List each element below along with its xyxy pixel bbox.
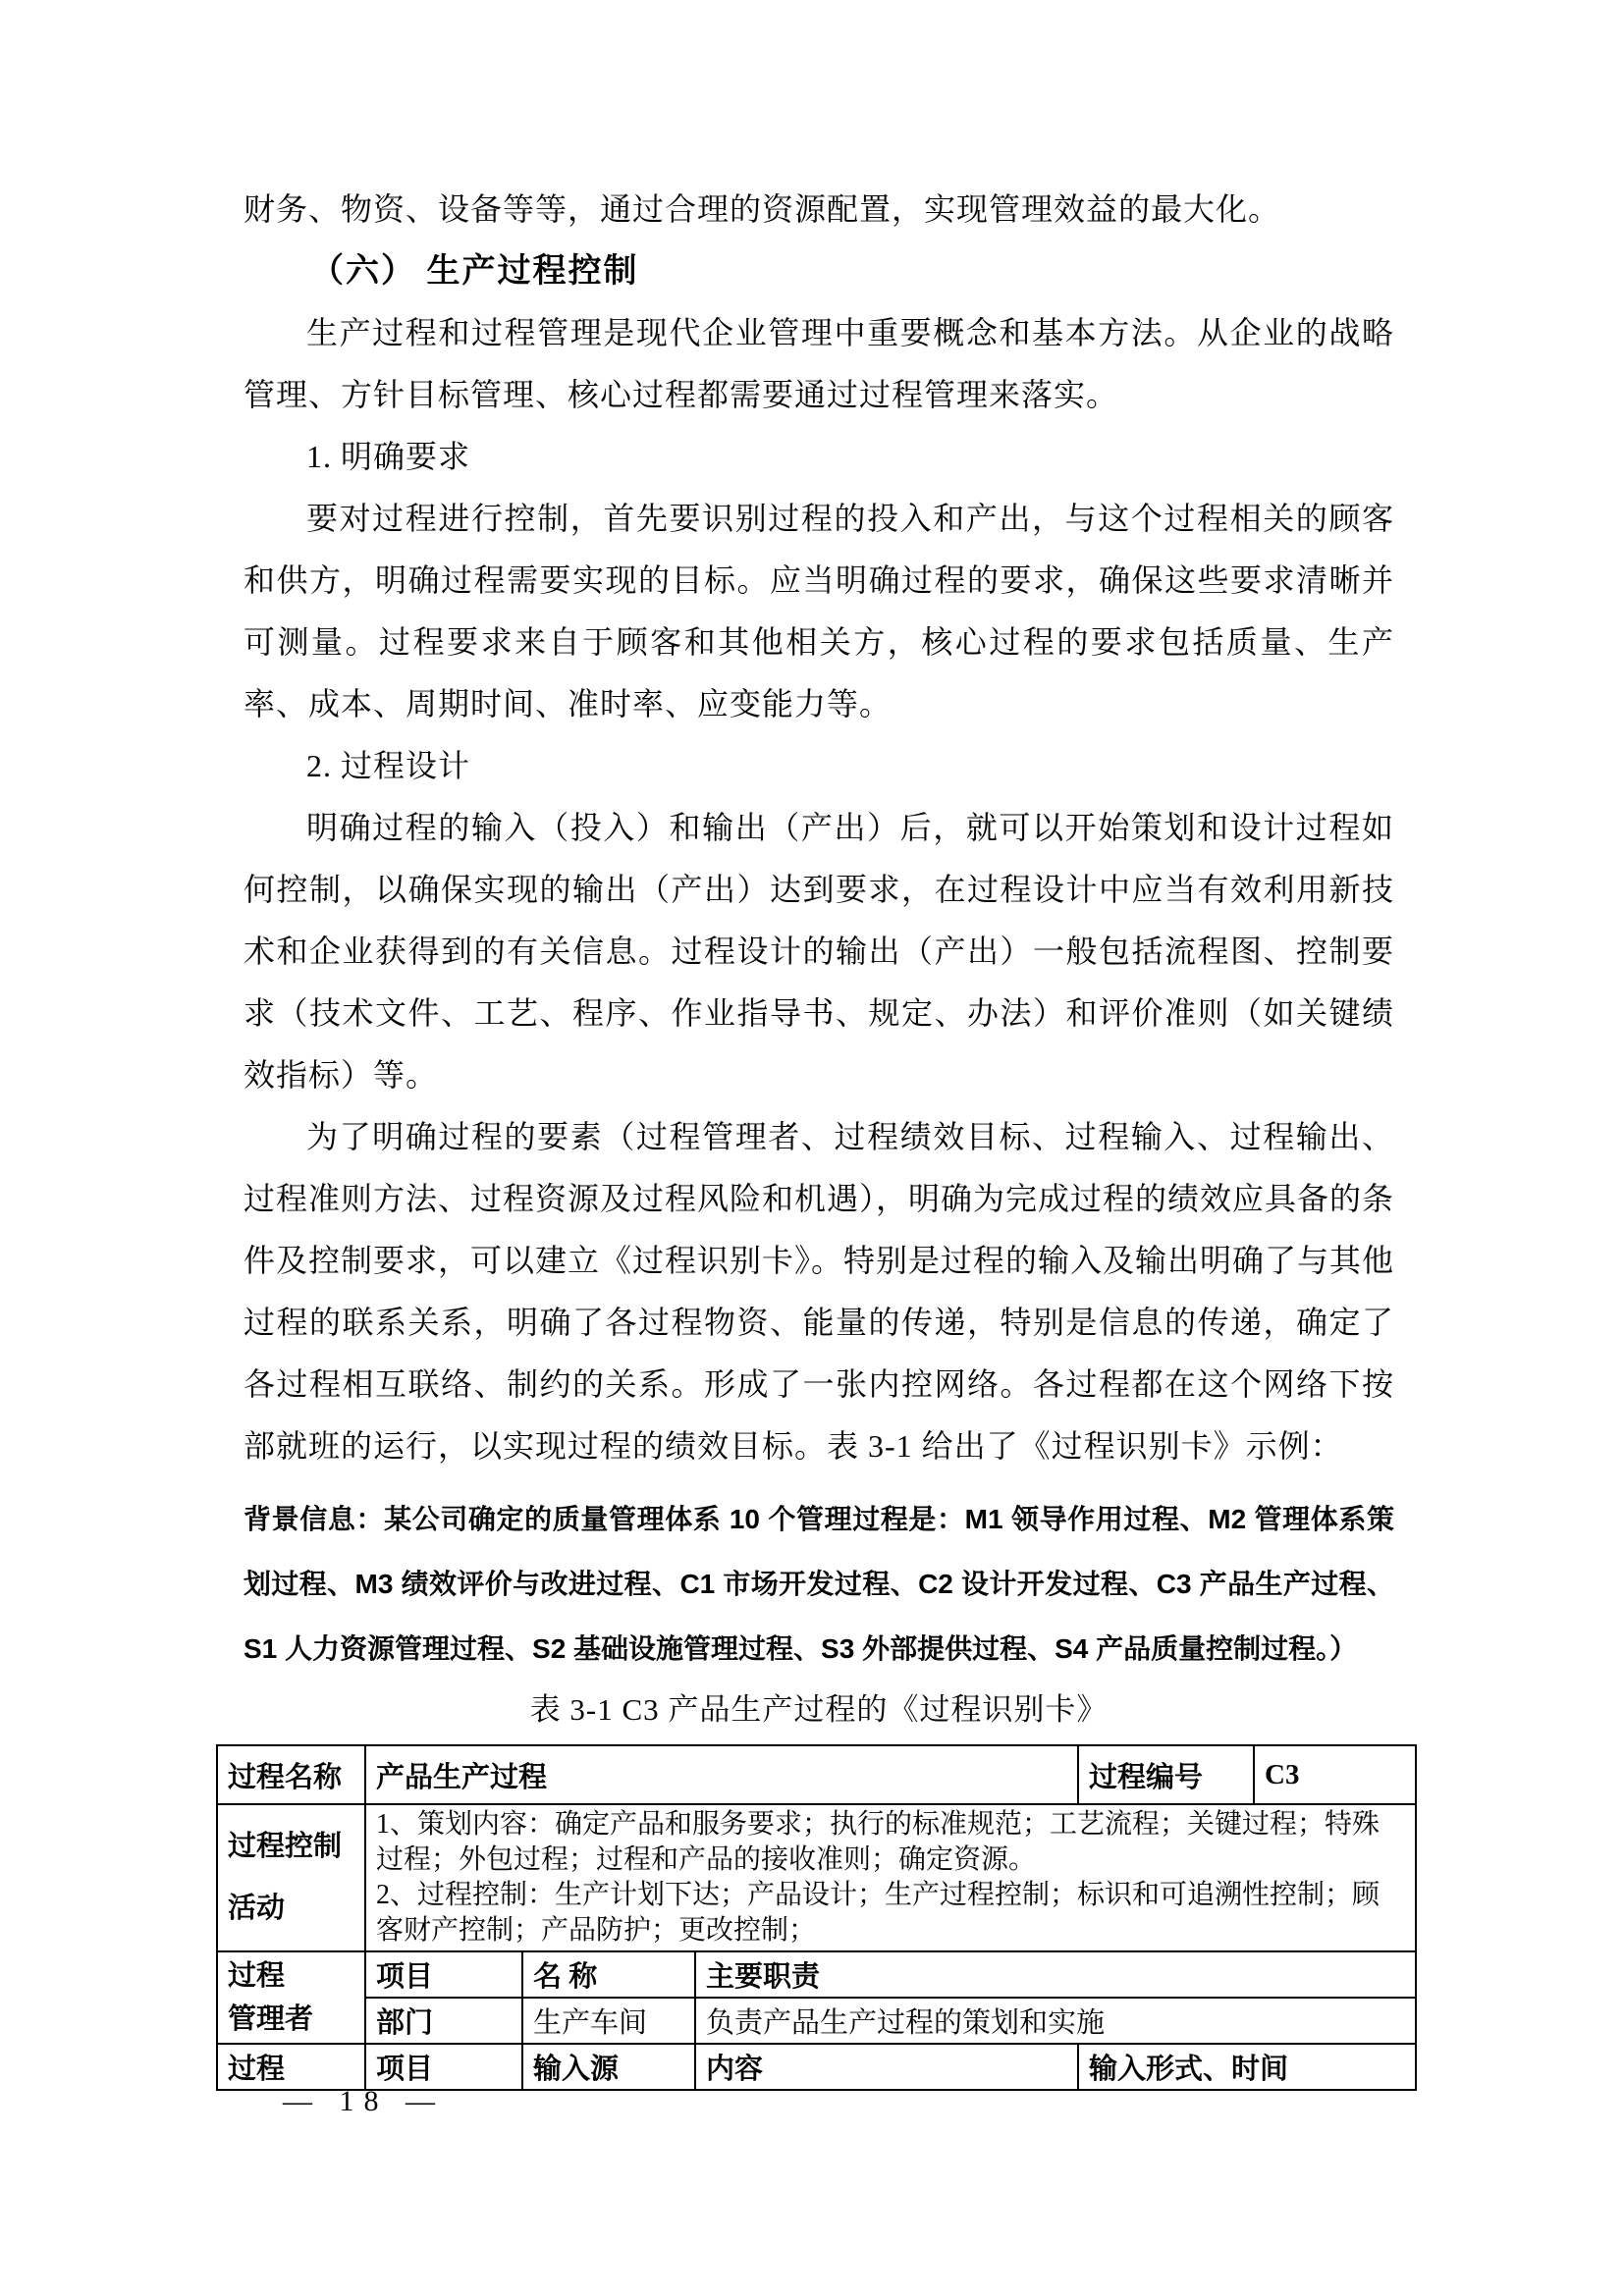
background-info-note: 背景信息：某公司确定的质量管理体系 10 个管理过程是：M1 领导作用过程、M2 管理体系策划过程、M3 绩效评价与改进过程、C1 市场开发过程、C2 设计开发过程、C3 产品生产过程、S1 人力资源管理过程、S2 基础设施管理过程、S3 外部提供过程、S4 产品质量控制过程。） bbox=[244, 1504, 1394, 1664]
cell-item-header: 项目 bbox=[365, 1951, 522, 1998]
cell-name-header: 名 称 bbox=[522, 1951, 695, 1998]
text-column bbox=[244, 179, 1394, 1733]
body-paragraph-intro: 生产过程和过程管理是现代企业管理中重要概念和基本方法。从企业的战略管理、方针目标管理、核心过程都需要通过过程管理来落实。 bbox=[244, 315, 1394, 412]
table-row bbox=[217, 1951, 1416, 1998]
subheading-2: 2. 过程设计 bbox=[306, 748, 471, 783]
table-row bbox=[217, 1745, 1416, 1804]
activity-item-2: 2、过程控制：生产计划下达；产品设计；生产过程控制；标识和可追溯性控制；顾客财产控制；产品防护；更改控制； bbox=[376, 1880, 1380, 1946]
cell-content-header: 内容 bbox=[695, 2044, 1078, 2090]
table-row bbox=[217, 1998, 1416, 2044]
body-paragraph-elements: 为了明确过程的要素（过程管理者、过程绩效目标、过程输入、过程输出、过程准则方法、过程资源及过程风险和机遇），明确为完成过程的绩效应具备的条件及控制要求，可以建立《过程识别卡》。特别是过程的输入及输出明确了与其他过程的联系关系，明确了各过程物资、能量的传递，特别是信息的传递，确定了各过程相互联络、制约的关系。形成了一张内控网络。各过程都在这个网络下按部就班的运行，以实现过程的绩效目标。表 3-1 给出了《过程识别卡》示例： bbox=[244, 1119, 1395, 1464]
process-identification-table bbox=[216, 1744, 1417, 2091]
cell-control-activities-label: 过程控制 活动 bbox=[217, 1804, 365, 1951]
table-row bbox=[217, 2044, 1416, 2090]
cell-department-value: 生产车间 bbox=[522, 1998, 695, 2044]
cell-duty-header: 主要职责 bbox=[695, 1951, 1416, 1998]
cell-department-label: 部门 bbox=[365, 1998, 522, 2044]
section-heading: （六） 生产过程控制 bbox=[310, 253, 639, 290]
cell-process-name-label: 过程名称 bbox=[217, 1745, 365, 1804]
cell-input-source-header: 输入源 bbox=[522, 2044, 695, 2090]
table-row bbox=[217, 1804, 1416, 1951]
cell-process-code-label: 过程编号 bbox=[1078, 1745, 1254, 1804]
cell-duty-value: 负责产品生产过程的策划和实施 bbox=[695, 1998, 1416, 2044]
subheading-1: 1. 明确要求 bbox=[306, 439, 471, 474]
body-paragraph-requirements: 要对过程进行控制，首先要识别过程的投入和产出，与这个过程相关的顾客和供方，明确过程需要实现的目标。应当明确过程的要求，确保这些要求清晰并可测量。过程要求来自于顾客和其他相关方，核心过程的要求包括质量、生产率、成本、周期时间、准时率、应变能力等。 bbox=[244, 501, 1394, 721]
cell-item-label: 项目 bbox=[365, 2044, 522, 2090]
page-number: — 18 — bbox=[283, 2085, 445, 2117]
body-paragraph-design: 明确过程的输入（投入）和输出（产出）后，就可以开始策划和设计过程如何控制，以确保实现的输出（产出）达到要求，在过程设计中应当有效利用新技术和企业获得到的有关信息。过程设计的输出（产出）一般包括流程图、控制要求（技术文件、工艺、程序、作业指导书、规定、办法）和评价准则（如关键绩效指标）等。 bbox=[244, 810, 1394, 1093]
page-content bbox=[216, 179, 1415, 2091]
cell-control-activities-content bbox=[365, 1804, 1416, 1951]
cell-process-label: 过程 bbox=[217, 2044, 365, 2090]
cell-input-form-time-header: 输入形式、时间 bbox=[1078, 2044, 1416, 2090]
activity-item-1: 1、策划内容：确定产品和服务要求；执行的标准规范；工艺流程；关键过程；特殊过程；外包过程；过程和产品的接收准则；确定资源。 bbox=[376, 1809, 1380, 1875]
cell-process-name-value: 产品生产过程 bbox=[365, 1745, 1078, 1804]
cell-process-manager-label: 过程 管理者 bbox=[217, 1951, 365, 2044]
cell-process-code-value: C3 bbox=[1254, 1745, 1416, 1804]
table-caption: 表 3-1 C3 产品生产过程的《过程识别卡》 bbox=[529, 1692, 1109, 1727]
body-paragraph-continuation: 财务、物资、设备等等，通过合理的资源配置，实现管理效益的最大化。 bbox=[244, 191, 1281, 227]
